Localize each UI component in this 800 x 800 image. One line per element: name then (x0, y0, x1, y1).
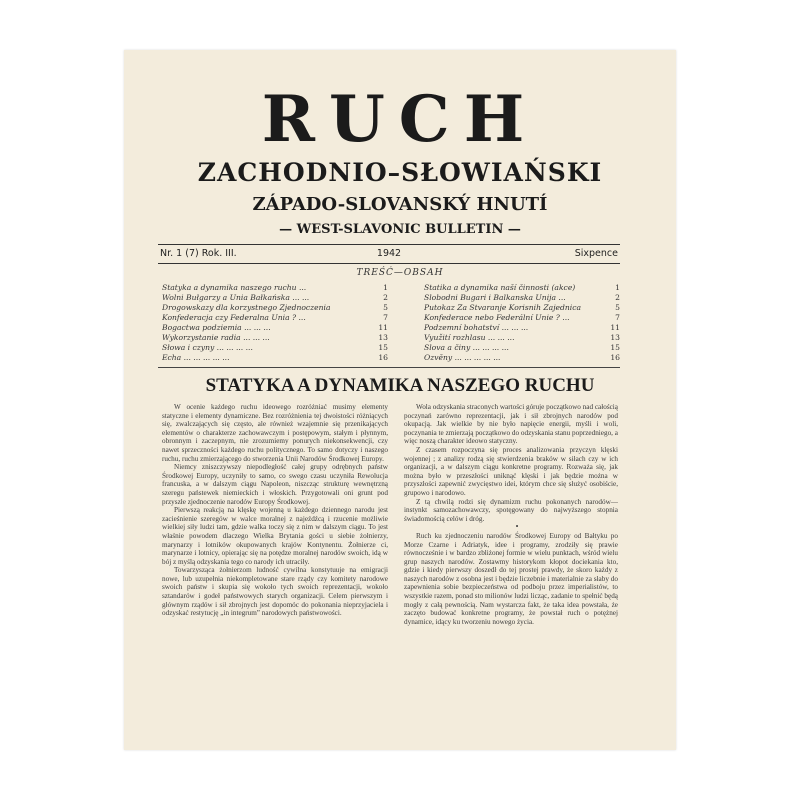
toc-entry-title: Konfederace nebo Federální Unie ? ... (424, 313, 570, 322)
toc-entry (162, 343, 388, 353)
toc-entry-page: 11 (378, 323, 388, 332)
toc-entry-title: Konfederacja czy Federalna Unia ? ... (162, 313, 306, 322)
toc-entry (424, 283, 620, 293)
toc-entry-title: Bogactwa podziemia ... ... ... (162, 323, 271, 332)
toc-entry-page: 15 (610, 343, 620, 352)
article-paragraph: Pierwszą reakcją na klęskę wojenną u każdego dziennego narodu jest zacieśnienie szeregów w walce moralnej z najeźdźcą i rzucenie możliwie wielkiej siły ludzi tam, gdzie walka toczy się z nim w dalszym ciągu. To jest właśnie powodem dlaczego Wielka Brytania gości u siebie żołnierzy, marynarzy i lotników okupowanych krajów Kontynentu. Żołnierze ci, marynarze i lotnicy, opierając się na potędze moralnej narodów swoich, idą w bój z myślą odzyskania tego co narody ich utraciły. (162, 506, 388, 566)
toc-entry-page: 7 (383, 313, 388, 322)
toc-entry-page: 1 (383, 283, 388, 292)
toc-entry (424, 313, 620, 323)
issue-number: Nr. 1 (7) Rok. III. (160, 248, 237, 259)
article-paragraph: W ocenie każdego ruchu ideowego rozróżniać musimy elementy statyczne i elementy dynamiczne. Bez rozróżnienia tej dwoistości różniących się, zwalczających się często, ale również wzajemnie się przenikających elementów o charakterze zachowawczym i postępowym, stałym i płynnym, obronnym i zaczepnym, nie zrozumiemy ponurych niekonsekwencji, czy nawet sprzeczności każdego ruchu politycznego. To samo dotyczy i naszego ruchu, ruchu zmierzającego do stworzenia Unii Narodów Środkowej Europy. (162, 403, 388, 463)
issue-price: Sixpence (574, 248, 618, 259)
toc-entry-title: Wykorzystanie radia ... ... ... (162, 333, 270, 342)
toc-heading: TREŚĆ—OBSAH (356, 268, 444, 278)
toc-entry (162, 313, 388, 323)
masthead-subtitle-cz: ZÁPADO-SLOVANSKÝ HNUTÍ (252, 194, 548, 215)
article-paragraph: Wola odzyskania straconych wartości góruje początkowo nad całością poczynań zarówno reprezentacji, jak i sił zbrojnych narodów pod okupacją. Jak wielkie by nie było napięcie energii, myśli i woli, poczynania te zmierzają początkowo do odzyskania stanu poprzedniego, a więc noszą charakter ideowo statyczny. (404, 403, 618, 446)
divider (158, 367, 620, 368)
toc-entry (162, 323, 388, 333)
toc-entry-page: 13 (610, 333, 620, 342)
article-paragraph: Ruch ku zjednoczeniu narodów Środkowej Europy od Bałtyku po Morze Czarne i Adriatyk, idee i programy, zrodziły się prawie równocześnie i w bardzo zbliżonej formie w wielu punktach, wśród wielu grup naszych narodów. Zostawmy historykom kłopot dociekania kto, gdzie i kiedy pierwszy doszedł do tej prostej prawdy, że skoro każdy z naszych narodów z osobna jest i będzie liczebnie i materialnie za słaby do zapewnienia sobie bezpieczeństwa od podboju przez imperialistów, to wszystkie razem, ponad sto milionów ludzi licząc, zadanie to spełnić będą mogły z całą pewnością. Nam wystarcza fakt, że taka idea powstała, że zaczęto budować konkretne programy, że powstał ruch o potężnej dynamice, idący ku tworzeniu nowego życia. (404, 531, 618, 626)
masthead-title: RUCH (261, 82, 539, 157)
article-column-left (162, 403, 388, 618)
toc-entry-title: Ozvěny ... ... ... ... ... (424, 353, 501, 362)
article-headline: STATYKA A DYNAMIKA NASZEGO RUCHU (205, 375, 595, 396)
toc-entry-page: 11 (610, 323, 620, 332)
toc-right-column (424, 283, 620, 363)
toc-entry (162, 333, 388, 343)
article-paragraph: Z czasem rozpoczyna się proces analizowania przyczyn klęski wojennej ; z analizy rodzą się stwierdzenia braków w siłach czy w ich organizacji, a w dalszym ciągu konkretne programy. Rozważa się, jak można było w przeszłości uniknąć klęski i jak będzie można w przyszłości zapewnić zwycięstwo idei, którym chce się służyć osobiście, grupowo i narodowo. (404, 445, 618, 497)
toc-entry-title: Wolni Bułgarzy a Unia Bałkańska ... ... (162, 293, 310, 302)
toc-entry-title: Drogowskazy dla korzystnego Zjednoczenia (162, 303, 331, 312)
toc-entry-page: 1 (615, 283, 620, 292)
toc-entry-title: Echa ... ... ... ... ... (162, 353, 230, 362)
issue-bar (158, 244, 620, 264)
toc-entry-title: Slobodni Bugari i Balkanska Unija ... (424, 293, 566, 302)
issue-year: 1942 (376, 248, 402, 259)
toc-entry (424, 343, 620, 353)
toc-entry-page: 16 (610, 353, 620, 362)
toc-entry-title: Využití rozhlasu ... ... ... (424, 333, 515, 342)
masthead-subtitle-en: — WEST-SLAVONIC BULLETIN — (279, 222, 521, 237)
toc-entry-page: 5 (383, 303, 388, 312)
toc-entry (162, 293, 388, 303)
toc-entry (424, 323, 620, 333)
toc-entry-title: Statyka a dynamika naszego ruchu ... (162, 283, 307, 292)
toc-entry (162, 283, 388, 293)
toc-entry-title: Statika a dynamika naší činnosti (akce) (424, 283, 576, 292)
toc-entry-page: 7 (615, 313, 620, 322)
article-column-right (404, 403, 618, 626)
toc-entry-title: Podzemní bohatství ... ... ... (424, 323, 529, 332)
toc-entry (424, 293, 620, 303)
toc-entry-page: 13 (378, 333, 388, 342)
toc-entry (424, 353, 620, 363)
toc-entry-title: Słowa i czyny ... ... ... ... (162, 343, 253, 352)
toc-entry-page: 16 (378, 353, 388, 362)
toc-left-column (162, 283, 388, 363)
toc-entry-title: Putokaz Za Stvaranje Korisnih Zajednica (424, 303, 581, 312)
toc-entry-page: 15 (378, 343, 388, 352)
toc-entry (162, 353, 388, 363)
toc-entry-title: Slova a činy ... ... ... ... (424, 343, 509, 352)
toc-entry (424, 303, 620, 313)
article-paragraph: Z tą chwilą rodzi się dynamizm ruchu pokonanych narodów—instynkt samozachowawczy, spotęgowany do najwyższego stopnia świadomością celów i dróg. (404, 497, 618, 523)
masthead-subtitle-pl: ZACHODNIO–SŁOWIAŃSKI (197, 158, 603, 187)
toc-entry-page: 2 (615, 293, 620, 302)
article-paragraph: Niemcy zniszczywszy niepodległość całej grupy odrębnych państw Środkowej Europy, uczyniły to samo, co swego czasu uczyniła Rewolucja francuska, a w dalszym ciągu Napoleon, niszcząc strukturę wewnętrzną szeregu państewek niemieckich i włoskich. Przygotowali oni grunt pod przyszłe zjednoczenie narodów Europy Środkowej. (162, 463, 388, 506)
article-paragraph: Towarzysząca żołnierzom ludność cywilna konstytuuje na emigracji nowe, lub uzupełnia niekompletowane stare rządy czy komitety narodowe swoich państw i skupia się wokoło tych swoich reprezentacji, wokoło sztandarów i godeł państwowych starych organizacji. Celem pierwszym i głównym rządów i sił zbrojnych jest dopomóc do pokonania nieprzyjaciela i odzyskać restytucję „in integrum” narodowych państwowości. (162, 566, 388, 618)
section-separator: • (515, 522, 519, 532)
toc-entry-page: 5 (615, 303, 620, 312)
toc-entry (424, 333, 620, 343)
toc-entry-page: 2 (383, 293, 388, 302)
toc-entry (162, 303, 388, 313)
document-page (124, 50, 676, 750)
